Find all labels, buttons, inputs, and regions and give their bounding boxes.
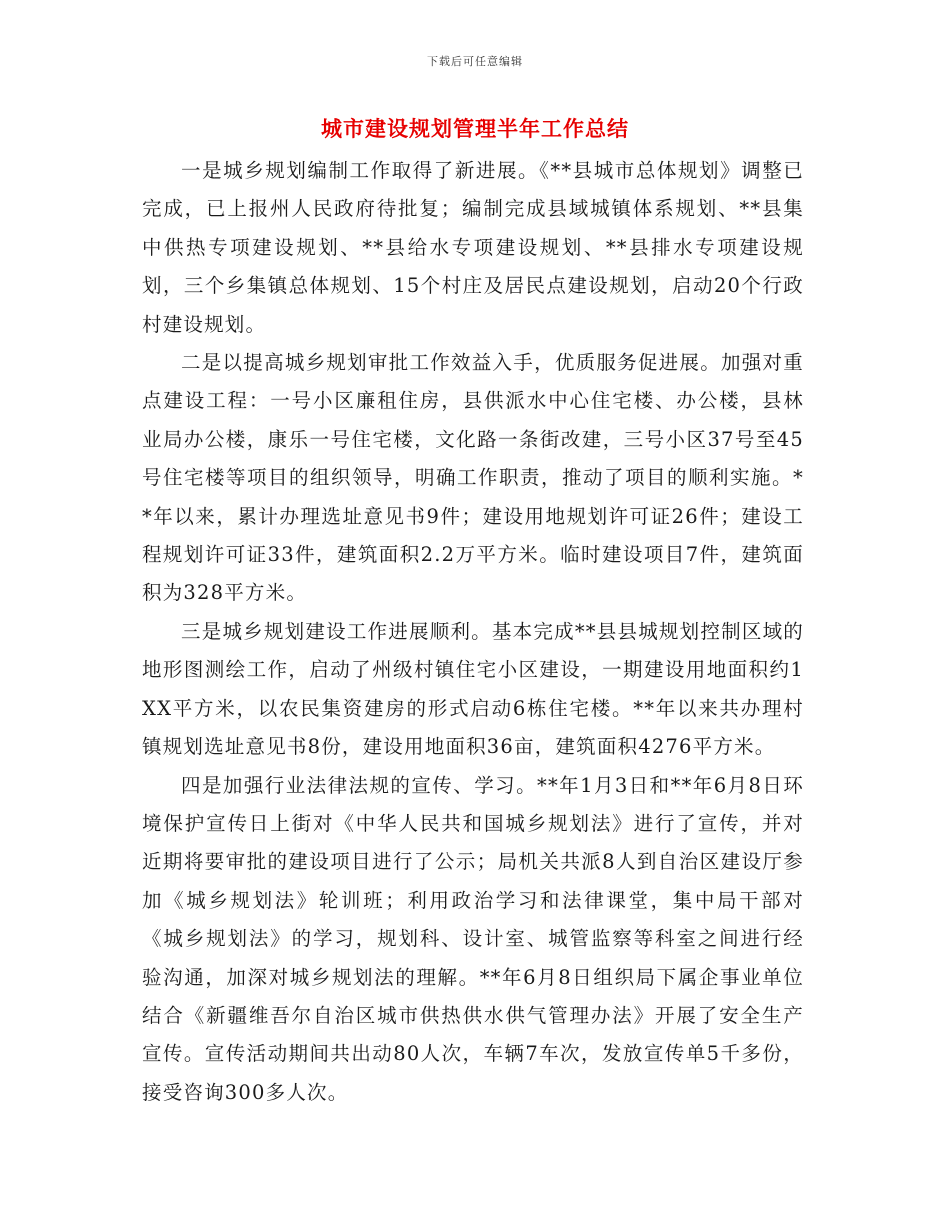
header-note: 下载后可任意编辑 — [427, 55, 523, 68]
document-title: 城市建设规划管理半年工作总结 — [321, 117, 629, 141]
paragraph-planning-compilation: 一是城乡规划编制工作取得了新进展。《**县城市总体规划》调整已完成，已上报州人民政府待批复；编制完成县域城镇体系规划、**县集中供热专项建设规划、**县给水专项建设规划、**县排水专项建设规划，三个乡集镇总体规划、15个村庄及居民点建设规划，启动20个行政村建设规划。 — [142, 159, 804, 336]
paragraph-construction-progress: 三是城乡规划建设工作进展顺利。基本完成**县县城规划控制区域的地形图测绘工作，启动了州级村镇住宅小区建设，一期建设用地面积约1XX平方米，以农民集资建房的形式启动6栋住宅楼。**年以来共办理村镇规划选址意见书8份，建设用地面积36亩，建筑面积4276平方米。 — [142, 619, 804, 759]
paragraph-law-publicity: 四是加强行业法律法规的宣传、学习。**年1月3日和**年6月8日环境保护宣传日上街对《中华人民共和国城乡规划法》进行了宣传，并对近期将要审批的建设项目进行了公示；局机关共派8人到自治区建设厅参加《城乡规划法》轮训班；利用政治学习和法律课堂，集中局干部对《城乡规划法》的学习，规划科、设计室、城管监察等科室之间进行经验沟通，加深对城乡规划法的理解。**年6月8日组织局下属企事业单位结合《新疆维吾尔自治区城市供热供水供气管理办法》开展了安全生产宣传。宣传活动期间共出动80人次，车辆7车次，发放宣传单5千多份，接受咨询300多人次。 — [142, 773, 804, 1104]
paragraph-approval-service: 二是以提高城乡规划审批工作效益入手，优质服务促进展。加强对重点建设工程：一号小区廉租住房，县供派水中心住宅楼、办公楼，县林业局办公楼，康乐一号住宅楼，文化路一条街改建，三号小区37号至45号住宅楼等项目的组织领导，明确工作职责，推动了项目的顺利实施。**年以来，累计办理选址意见书9件；建设用地规划许可证26件；建设工程规划许可证33件，建筑面积2.2万平方米。临时建设项目7件，建筑面积为328平方米。 — [142, 351, 804, 605]
document-body — [142, 152, 804, 1112]
